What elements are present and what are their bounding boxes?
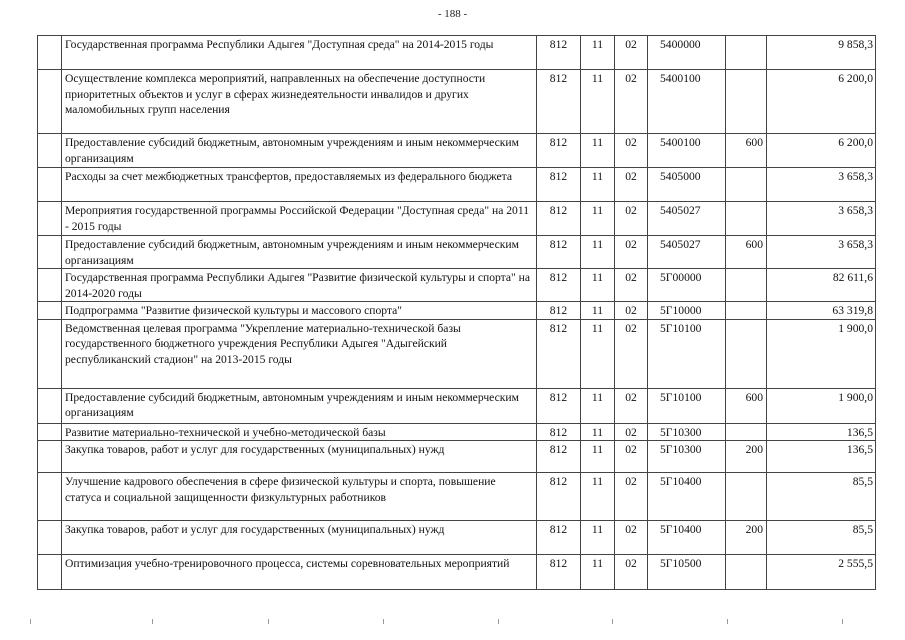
amount-cell: 1 900,0 xyxy=(767,319,876,388)
dept-code-cell: 812 xyxy=(537,202,581,236)
amount-cell: 3 658,3 xyxy=(767,168,876,202)
dept-code-cell: 812 xyxy=(537,388,581,423)
table-row xyxy=(38,36,876,70)
target-article-code-cell: 5400100 xyxy=(648,70,726,134)
section-code-cell: 11 xyxy=(581,134,615,168)
dept-code-cell: 812 xyxy=(537,423,581,441)
section-code-cell: 11 xyxy=(581,168,615,202)
row-name-cell: Предоставление субсидий бюджетным, автономным учреждениям и иным некоммерческим организациям xyxy=(62,236,537,269)
table-row xyxy=(38,269,876,302)
subsection-code-cell: 02 xyxy=(615,319,648,388)
target-article-code-cell: 5Г10100 xyxy=(648,388,726,423)
target-article-code-cell: 5Г00000 xyxy=(648,269,726,302)
dept-code-cell: 812 xyxy=(537,269,581,302)
subsection-code-cell: 02 xyxy=(615,521,648,555)
section-code-cell: 11 xyxy=(581,521,615,555)
row-number-cell xyxy=(38,70,62,134)
expense-type-code-cell xyxy=(726,302,767,320)
expense-type-code-cell xyxy=(726,423,767,441)
dept-code-cell: 812 xyxy=(537,134,581,168)
row-number-cell xyxy=(38,555,62,590)
table-row xyxy=(38,134,876,168)
target-article-code-cell: 5Г10400 xyxy=(648,521,726,555)
amount-cell: 85,5 xyxy=(767,473,876,521)
section-code-cell: 11 xyxy=(581,70,615,134)
target-article-code-cell: 5Г10000 xyxy=(648,302,726,320)
scan-mark xyxy=(727,619,728,624)
subsection-code-cell: 02 xyxy=(615,302,648,320)
expense-type-code-cell: 200 xyxy=(726,441,767,473)
scan-mark xyxy=(30,619,31,624)
amount-cell: 82 611,6 xyxy=(767,269,876,302)
row-number-cell xyxy=(38,302,62,320)
section-code-cell: 11 xyxy=(581,319,615,388)
expense-type-code-cell: 600 xyxy=(726,134,767,168)
section-code-cell: 11 xyxy=(581,302,615,320)
table-body xyxy=(38,36,876,590)
dept-code-cell: 812 xyxy=(537,302,581,320)
subsection-code-cell: 02 xyxy=(615,236,648,269)
target-article-code-cell: 5405027 xyxy=(648,236,726,269)
amount-cell: 3 658,3 xyxy=(767,202,876,236)
row-name-cell: Осуществление комплекса мероприятий, направленных на обеспечение доступности приоритетных объектов и услуг в сферах жизнедеятельности инвалидов и других маломобильных групп населения xyxy=(62,70,537,134)
row-number-cell xyxy=(38,236,62,269)
expense-type-code-cell: 600 xyxy=(726,236,767,269)
amount-cell: 136,5 xyxy=(767,423,876,441)
table-row xyxy=(38,423,876,441)
target-article-code-cell: 5Г10300 xyxy=(648,423,726,441)
amount-cell: 136,5 xyxy=(767,441,876,473)
scan-mark xyxy=(842,619,843,624)
target-article-code-cell: 5Г10100 xyxy=(648,319,726,388)
amount-cell: 63 319,8 xyxy=(767,302,876,320)
expense-type-code-cell xyxy=(726,269,767,302)
amount-cell: 85,5 xyxy=(767,521,876,555)
table-row xyxy=(38,555,876,590)
subsection-code-cell: 02 xyxy=(615,423,648,441)
row-name-cell: Мероприятия государственной программы Российской Федерации "Доступная среда" на 2011 - 2015 годы xyxy=(62,202,537,236)
row-name-cell: Расходы за счет межбюджетных трансфертов, предоставляемых из федерального бюджета xyxy=(62,168,537,202)
amount-cell: 2 555,5 xyxy=(767,555,876,590)
section-code-cell: 11 xyxy=(581,202,615,236)
section-code-cell: 11 xyxy=(581,441,615,473)
amount-cell: 6 200,0 xyxy=(767,134,876,168)
scan-mark xyxy=(152,619,153,624)
scan-mark xyxy=(268,619,269,624)
target-article-code-cell: 5400000 xyxy=(648,36,726,70)
subsection-code-cell: 02 xyxy=(615,473,648,521)
table-row xyxy=(38,168,876,202)
dept-code-cell: 812 xyxy=(537,473,581,521)
table-row xyxy=(38,441,876,473)
row-number-cell xyxy=(38,388,62,423)
row-number-cell xyxy=(38,134,62,168)
row-name-cell: Предоставление субсидий бюджетным, автономным учреждениям и иным некоммерческим организациям xyxy=(62,388,537,423)
section-code-cell: 11 xyxy=(581,36,615,70)
section-code-cell: 11 xyxy=(581,388,615,423)
expense-type-code-cell: 600 xyxy=(726,388,767,423)
row-number-cell xyxy=(38,473,62,521)
row-number-cell xyxy=(38,269,62,302)
subsection-code-cell: 02 xyxy=(615,269,648,302)
subsection-code-cell: 02 xyxy=(615,70,648,134)
row-name-cell: Улучшение кадрового обеспечения в сфере физической культуры и спорта, повышение статуса и социальной защищенности физкультурных работников xyxy=(62,473,537,521)
table-row xyxy=(38,302,876,320)
subsection-code-cell: 02 xyxy=(615,555,648,590)
row-name-cell: Оптимизация учебно-тренировочного процесса, системы соревновательных мероприятий xyxy=(62,555,537,590)
target-article-code-cell: 5405027 xyxy=(648,202,726,236)
amount-cell: 3 658,3 xyxy=(767,236,876,269)
row-number-cell xyxy=(38,521,62,555)
expense-type-code-cell xyxy=(726,473,767,521)
subsection-code-cell: 02 xyxy=(615,441,648,473)
amount-cell: 1 900,0 xyxy=(767,388,876,423)
subsection-code-cell: 02 xyxy=(615,388,648,423)
row-number-cell xyxy=(38,319,62,388)
dept-code-cell: 812 xyxy=(537,521,581,555)
amount-cell: 6 200,0 xyxy=(767,70,876,134)
row-number-cell xyxy=(38,441,62,473)
target-article-code-cell: 5Г10400 xyxy=(648,473,726,521)
row-name-cell: Ведомственная целевая программа "Укрепление материально-технической базы государственного бюджетного учреждения Республики Адыгея "Адыгейский республиканский стадион" на 2013-2015 годы xyxy=(62,319,537,388)
bottom-edge-marks xyxy=(0,619,905,625)
dept-code-cell: 812 xyxy=(537,555,581,590)
expense-type-code-cell xyxy=(726,70,767,134)
section-code-cell: 11 xyxy=(581,555,615,590)
table-row xyxy=(38,473,876,521)
dept-code-cell: 812 xyxy=(537,236,581,269)
target-article-code-cell: 5Г10500 xyxy=(648,555,726,590)
expense-type-code-cell xyxy=(726,36,767,70)
row-name-cell: Государственная программа Республики Адыгея "Развитие физической культуры и спорта" на 2014-2020 годы xyxy=(62,269,537,302)
page-number: - 188 - xyxy=(437,8,468,20)
table-row xyxy=(38,388,876,423)
subsection-code-cell: 02 xyxy=(615,168,648,202)
table-row xyxy=(38,319,876,388)
row-name-cell: Закупка товаров, работ и услуг для государственных (муниципальных) нужд xyxy=(62,441,537,473)
section-code-cell: 11 xyxy=(581,269,615,302)
expense-type-code-cell xyxy=(726,168,767,202)
subsection-code-cell: 02 xyxy=(615,36,648,70)
amount-cell: 9 858,3 xyxy=(767,36,876,70)
expense-type-code-cell xyxy=(726,202,767,236)
dept-code-cell: 812 xyxy=(537,36,581,70)
dept-code-cell: 812 xyxy=(537,441,581,473)
row-name-cell: Развитие материально-технической и учебно-методической базы xyxy=(62,423,537,441)
section-code-cell: 11 xyxy=(581,473,615,521)
subsection-code-cell: 02 xyxy=(615,202,648,236)
target-article-code-cell: 5400100 xyxy=(648,134,726,168)
row-number-cell xyxy=(38,202,62,236)
row-name-cell: Закупка товаров, работ и услуг для государственных (муниципальных) нужд xyxy=(62,521,537,555)
expense-type-code-cell xyxy=(726,555,767,590)
row-number-cell xyxy=(38,36,62,70)
scan-mark xyxy=(383,619,384,624)
dept-code-cell: 812 xyxy=(537,319,581,388)
dept-code-cell: 812 xyxy=(537,168,581,202)
section-code-cell: 11 xyxy=(581,236,615,269)
target-article-code-cell: 5Г10300 xyxy=(648,441,726,473)
dept-code-cell: 812 xyxy=(537,70,581,134)
scan-mark xyxy=(612,619,613,624)
target-article-code-cell: 5405000 xyxy=(648,168,726,202)
row-number-cell xyxy=(38,168,62,202)
table-row xyxy=(38,236,876,269)
row-name-cell: Подпрограмма "Развитие физической культуры и массового спорта" xyxy=(62,302,537,320)
subsection-code-cell: 02 xyxy=(615,134,648,168)
scan-mark xyxy=(498,619,499,624)
row-name-cell: Предоставление субсидий бюджетным, автономным учреждениям и иным некоммерческим организациям xyxy=(62,134,537,168)
expense-type-code-cell: 200 xyxy=(726,521,767,555)
section-code-cell: 11 xyxy=(581,423,615,441)
table-row xyxy=(38,70,876,134)
row-number-cell xyxy=(38,423,62,441)
row-name-cell: Государственная программа Республики Адыгея "Доступная среда" на 2014-2015 годы xyxy=(62,36,537,70)
expense-type-code-cell xyxy=(726,319,767,388)
table-row xyxy=(38,521,876,555)
table-row xyxy=(38,202,876,236)
budget-table xyxy=(37,35,876,590)
